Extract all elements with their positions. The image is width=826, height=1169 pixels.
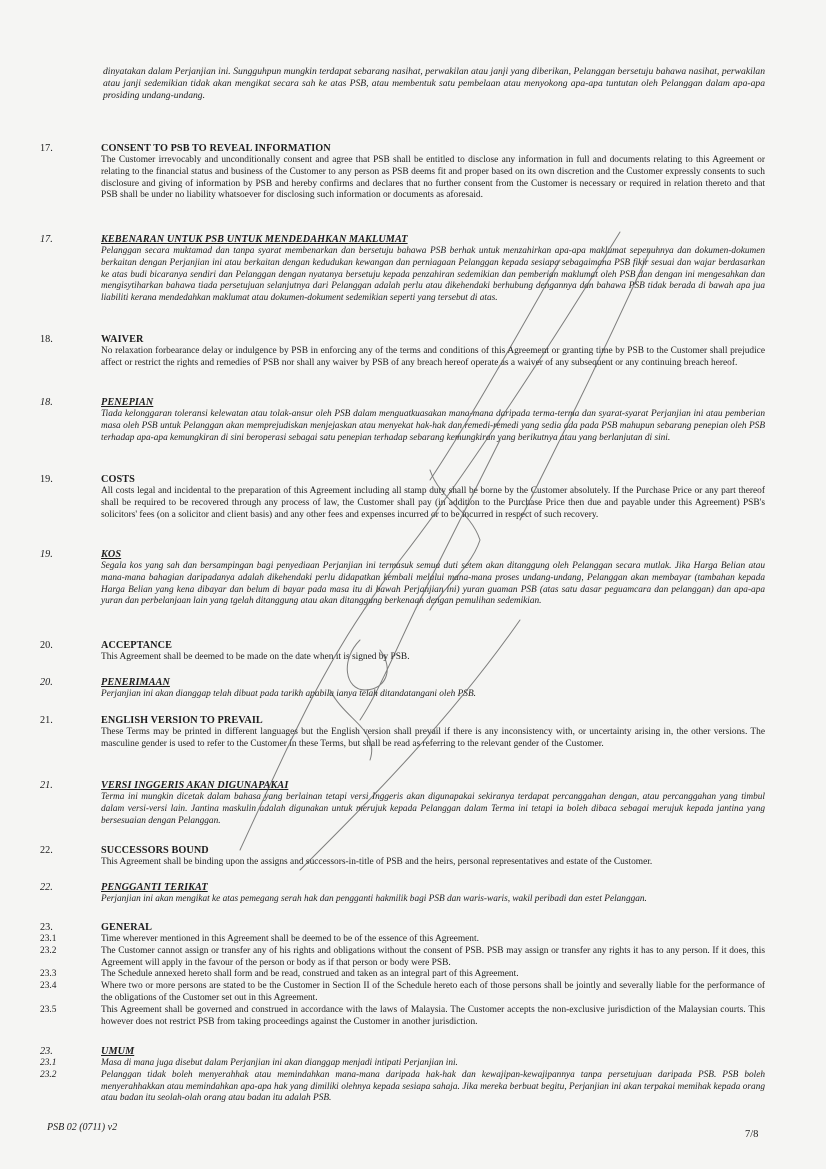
clause-number: 23.	[40, 1046, 53, 1057]
clause-title: GENERAL	[101, 922, 153, 933]
clause-number: 21.	[40, 780, 53, 791]
clause-text: Pelanggan secara muktamad dan tanpa syarat membenarkan dan bersetuju bahawa PSB berhak untuk menzahirkan apa-apa maklumat sepenuhnya dan dokumen-dokumen berkaitan dengan Perjanjian ini atau berkaitan dengan kedudukan kewangan dan perniagaan Pelanggan kepada sesiapa sebagaimana PSB fikir sesuai dan wajar berdasarkan ke atas budi bicaranya sendiri dan Pelanggan dengan nyatanya bersetuju kepada penzahiran sedemikian dan pemberian maklumat oleh PSB dan dengan ini mengesahkan dan mengisytiharkan bahawa tiada persetujuan selanjutnya dari Pelanggan adalah perlu atau dikehendaki berhubung dengannya dan bahawa PSB tidak berada di bawah apa jua liabiliti kerana mendedahkan maklumat atau dokumen-dokument sedemikian seperti yang tersebut di atas.	[101, 246, 765, 304]
sub-clause	[40, 1058, 765, 1070]
clause-number: 20.	[40, 677, 53, 688]
clause-text: Perjanjian ini akan dianggap telah dibuat pada tarikh apabila ianya telah ditandatangani oleh PSB.	[101, 689, 476, 699]
signature-stroke	[240, 232, 620, 850]
clause-number: 21.	[40, 715, 53, 726]
clause-text: Perjanjian ini akan mengikat ke atas pemegang serah hak dan pengganti hakmilik bagi PSB dan waris-waris, wakil peribadi dan estet Pelanggan.	[101, 894, 647, 904]
clause-number: 22.	[40, 882, 53, 893]
clause-number: 19.	[40, 549, 53, 560]
sub-clause-number: 23.2	[40, 1069, 57, 1080]
sub-clause-text: Where two or more persons are stated to be the Customer in Section II of the Schedule hereto each of those persons shall be jointly and severally liable for the performance of the obligations of the Customer set out in this Agreement.	[101, 981, 765, 1003]
clause-title: VERSI INGGERIS AKAN DIGUNAPAKAI	[101, 780, 289, 791]
clause-number: 20.	[40, 640, 53, 651]
clause-number: 18.	[40, 397, 53, 408]
sub-clause-number: 23.1	[40, 1058, 57, 1068]
sub-clause-text: The Schedule annexed hereto shall form and be read, construed and taken as an integral part of this Agreement.	[101, 969, 519, 980]
clause-title: WAIVER	[101, 334, 144, 345]
sub-clause-text: Pelanggan tidak boleh menyerahhak atau memindahkan mana-mana daripada hak-hak dan kewajipan-kewajipannya tanpa persetujuan daripada PSB. PSB boleh menyerahhakkan atau memindahkan apa-apa hak yang dimiliki olehnya kepada sesiapa sahaja. Jika mereka berbuat begitu, Perjanjian ini akan terpakai memihak kepada orang atau badan itu seolah-olah orang atau badan itu adalah PSB.	[101, 1069, 765, 1104]
clause-title: ACCEPTANCE	[101, 640, 172, 651]
sub-clause	[40, 969, 765, 981]
sub-clause	[40, 945, 765, 970]
clause-text: Terma ini mungkin dicetak dalam bahasa yang berlainan tetapi versi Inggeris akan digunapakai sekiranya terdapat percanggahan dengan, atau percanggahan yang timbul dalam versi-versi lain. Jantina maskulin adalah digunakan untuk merujuk kepada Pelanggan dalam Terma ini tetapi ia boleh dibaca sebagai merujuk kepada jantina yang bersesuaian dengan Pelanggan.	[101, 792, 765, 826]
sub-clause-number: 23.4	[40, 981, 57, 992]
clause-title: SUCCESSORS BOUND	[101, 845, 209, 856]
sub-clause-text: Time wherever mentioned in this Agreement shall be deemed to be of the essence of this Agreement.	[101, 934, 479, 944]
clause-title: KOS	[101, 549, 122, 560]
sub-clause	[40, 1004, 765, 1029]
clause-title: PENEPIAN	[101, 397, 154, 408]
sub-clause	[40, 1069, 765, 1105]
form-code: PSB 02 (0711) v2	[47, 1122, 118, 1133]
clause-number: 23.	[40, 922, 53, 933]
clause-text: This Agreement shall be binding upon the assigns and successors-in-title of PSB and the heirs, personal representatives and estate of the Customer.	[101, 857, 653, 867]
sub-clause-text: Masa di mana juga disebut dalam Perjanjian ini akan dianggap menjadi intipati Perjanjian ini.	[101, 1058, 458, 1068]
intro-paragraph: dinyatakan dalam Perjanjian ini. Sungguhpun mungkin terdapat sebarang nasihat, perwakilan atau janji yang diberikan, Pelanggan bersetuju bahawa nasihat, perwakilan atau janji sedemikian tidak akan mengikat secara sah ke atas PSB, atau membentuk satu pembelaan atau menyokong apa-apa tuntutan oleh Pelanggan dalam apa-apa prosiding undang-undang.	[103, 66, 765, 102]
clause-title: PENERIMAAN	[101, 677, 170, 688]
clause-number: 19.	[40, 474, 53, 485]
clause-text: This Agreement shall be deemed to be made on the date when it is signed by PSB.	[101, 652, 410, 662]
sub-clause-number: 23.5	[40, 1004, 57, 1015]
sub-clause	[40, 981, 765, 1005]
clause-text: These Terms may be printed in different languages but the English version shall prevail if there is any inconsistency with, or uncertainty arising in, the other versions. The masculine gender is used to refer to the Customer in these Terms, but shall be read as referring to the relevant gender of the Customer.	[101, 727, 765, 749]
clause-text: No relaxation forbearance delay or indulgence by PSB in enforcing any of the terms and conditions of this Agreement or granting time by PSB to the Customer shall prejudice affect or restrict the rights and remedies of PSB nor shall any waiver by PSB of any breach hereof operate as a waiver of any subsequent or any continuing breach hereof.	[101, 346, 765, 368]
clause-number: 22.	[40, 845, 53, 856]
clause-title: ENGLISH VERSION TO PREVAIL	[101, 715, 263, 726]
clause-title: PENGGANTI TERIKAT	[101, 882, 208, 893]
clause-number: 18.	[40, 334, 53, 345]
sub-clause	[40, 934, 765, 946]
page-number: 7/8	[745, 1129, 759, 1140]
sub-clause-number: 23.1	[40, 934, 57, 944]
clause-text: All costs legal and incidental to the preparation of this Agreement including all stamp duty shall be borne by the Customer absolutely. If the Purchase Price or any part thereof shall be required to be recovered through any process of law, the Customer shall pay (in addition to the Purchase Price then due and payable under this Agreement) PSB's solicitors' fees (on a solicitor and client basis) and any other fees and expenses incurred or to be incurred in respect of such recovery.	[101, 486, 765, 520]
clause-title: UMUM	[101, 1046, 135, 1057]
clause-title: CONSENT TO PSB TO REVEAL INFORMATION	[101, 143, 331, 154]
sub-clause-number: 23.2	[40, 945, 57, 956]
clause-text: Tiada kelonggaran toleransi kelewatan atau tolak-ansur oleh PSB dalam menguatkuasakan mana-mana daripada terma-terma dan syarat-syarat Perjanjian ini atau pemberian masa oleh PSB untuk Pelanggan akan memprejudiskan menjejaskan atau menyekat hak-hak dan remedi-remedi yang sedia ada pada PSB mahupun sebarang penepian oleh PSB terhadap apa-apa kemungkiran di sini beroperasi sebagai satu penepian terhadap sebarang kemungkiran yang berikutnya atau yang berlanjutan di sini.	[101, 409, 765, 443]
clause-text: The Customer irrevocably and unconditionally consent and agree that PSB shall be entitled to disclose any information in full and documents relating to this Agreement or relating to the financial status and business of the Customer to any person as PSB deems fit and proper based on its own discretion and the Customer expressly consents to such disclosure and giving of information by PSB and hereby confirms and declares that no further consent from the Customer is necessary or required in relation thereto and that PSB shall be under no liability whatsoever for disclosing such information or documents as aforesaid.	[101, 155, 765, 201]
sub-clause-text: The Customer cannot assign or transfer any of his rights and obligations without the consent of PSB. PSB may assign or transfer any rights it has to any person. If it does, this Agreement will apply in the favour of the person or body as if that person or body were PSB.	[101, 945, 765, 968]
clause-text: Segala kos yang sah dan bersampingan bagi penyediaan Perjanjian ini termasuk semua duti setem akan ditanggung oleh Pelanggan secara mutlak. Jika Harga Belian atau mana-mana bahagian daripadanya adalah dikehendaki perlu didapatkan kembali melalui mana-mana proses undang-undang, Pelanggan akan membayar (tambahan kepada Harga Belian yang kena dibayar dan belum di bayar pada masa itu di bawah Perjanjian ini) yuran guaman PSB (atas satu dasar peguamcara dan pelanggan) dan apa-apa yuran dan perbelanjaan lain yang tgelah ditanggung atau akan ditanggung berkenaan dengan pemulihan sedemikian.	[101, 561, 765, 607]
sub-clause-number: 23.3	[40, 969, 57, 980]
clause-number: 17.	[40, 234, 53, 245]
sub-clause-text: This Agreement shall be governed and construed in accordance with the laws of Malaysia. The Customer accepts the non-exclusive jurisdiction of the Malaysian courts. This however does not restrict PSB from taking proceedings against the Customer in another jurisdiction.	[101, 1004, 765, 1027]
clause-title: COSTS	[101, 474, 135, 485]
clause-title: KEBENARAN UNTUK PSB UNTUK MENDEDAHKAN MAKLUMAT	[101, 234, 408, 245]
clause-number: 17.	[40, 143, 53, 154]
